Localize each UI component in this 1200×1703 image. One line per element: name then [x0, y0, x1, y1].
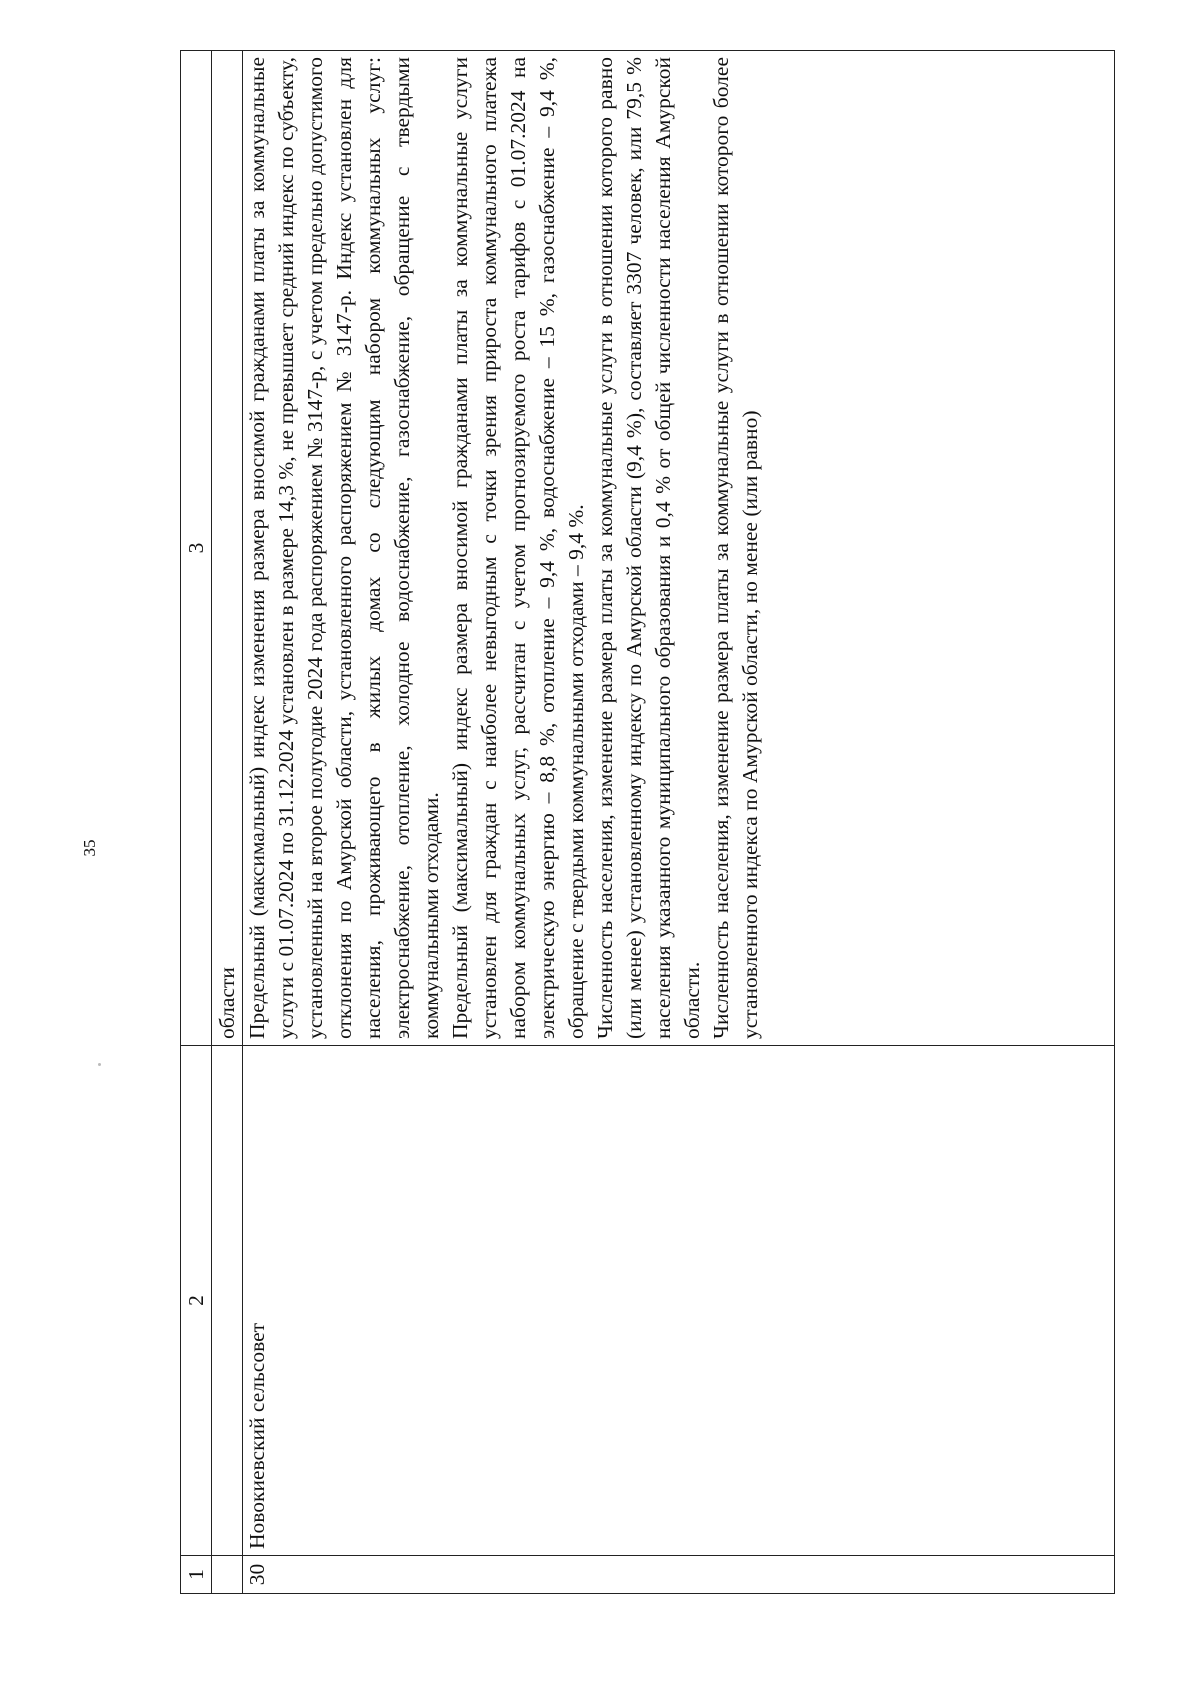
continuation-cell-2 — [212, 1046, 243, 1556]
table-row — [243, 51, 1115, 1594]
continuation-cell-3: области — [212, 51, 243, 1046]
page-number: 35 — [80, 839, 99, 857]
paragraph-population-below: Численность населения, изменение размера платы за коммунальные услуги в отношении которого равно (или менее) установленному индексу по Амурской области (9,4 %), составляет 3307 человек, или 79,5 % населения указанного муниципального образования и 0,4 % от общей численности населения Амурской области. — [593, 57, 704, 1039]
paragraph-tariff-growth: Предельный (максимальный) индекс размера вносимой гражданами платы за коммунальные услуги установлен для граждан с наиболее невыгодным с точки зрения прироста коммунального платежа набором коммунальных услуг, рассчитан с учетом прогнозируемого роста тарифов с 01.07.2024 на электрическую энергию – 8,8 %, отопление – 9,4 %, водоснабжение – 15 %, газоснабжение – 9,4 %, обращение с твердыми коммунальными отходами – 9,4 %. — [448, 57, 588, 1039]
header-col-3: 3 — [181, 51, 212, 1046]
paragraph-max-index: Предельный (максимальный) индекс изменения размера вносимой гражданами платы за коммунальные услуги с 01.07.2024 по 31.12.2024 установлен в размере 14,3 %, не превышает средний индекс по субъекту, установленный на второе полугодие 2024 года распоряжением № 3147-р, с учетом предельно допустимого отклонения по Амурской области, установленного распоряжением № 3147-р. Индекс установлен для населения, проживающего в жилых домах со следующим набором коммунальных услуг: электроснабжение, отопление, холодное водоснабжение, газоснабжение, обращение с твердыми коммунальными отходами. — [245, 57, 443, 1039]
continuation-cell-1 — [212, 1556, 243, 1594]
paragraph-population-above: Численность населения, изменение размера платы за коммунальные услуги в отношении которого более установленного индекса по Амурской области, но менее (или равно) — [709, 57, 762, 1039]
description-cell — [243, 51, 1115, 1046]
header-col-1: 1 — [181, 1556, 212, 1594]
header-col-2: 2 — [181, 1046, 212, 1556]
municipality-name: Новокиевский сельсовет — [243, 1046, 1115, 1556]
document-table — [180, 50, 1115, 1594]
continuation-row — [212, 51, 243, 1594]
row-number: 30 — [243, 1556, 1115, 1594]
table-header-row — [181, 51, 212, 1594]
